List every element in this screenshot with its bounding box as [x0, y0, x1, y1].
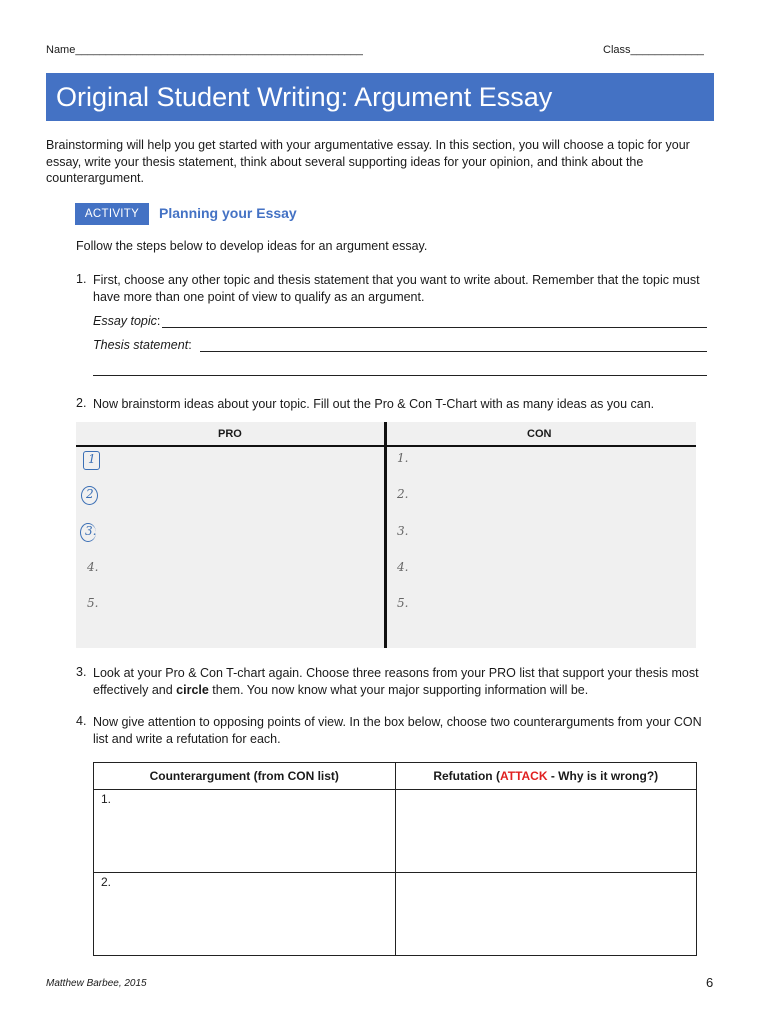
con-item-3[interactable]: 3.: [397, 524, 409, 538]
activity-badge: ACTIVITY: [75, 203, 149, 225]
class-field[interactable]: [603, 44, 704, 56]
tchart-vertical-rule: [384, 422, 387, 648]
con-item-1[interactable]: 1.: [397, 451, 409, 465]
activity-instruction: Follow the steps below to develop ideas for an argument essay.: [76, 239, 428, 253]
refutation-header: Refutation (ATTACK - Why is it wrong?): [395, 763, 697, 790]
step-1-text: First, choose any other topic and thesis statement that you want to write about. Remember that the topic must have more than one point of view to qualify as an argument.: [93, 273, 700, 304]
class-blank: ____________: [630, 44, 704, 56]
page-number: 6: [706, 975, 714, 990]
table-row: [94, 790, 697, 873]
thesis-statement-label: Thesis statement:: [93, 338, 192, 352]
name-blank: _______________________________________________: [75, 44, 363, 56]
page-title: Original Student Writing: Argument Essay: [46, 73, 714, 121]
counterargument-cell-2[interactable]: 2.: [94, 873, 396, 956]
counterargument-header: Counterargument (from CON list): [94, 763, 396, 790]
con-item-5[interactable]: 5.: [397, 596, 409, 610]
essay-topic-label: Essay topic:: [93, 314, 161, 328]
step-4-number: 4.: [76, 714, 87, 728]
intro-paragraph: Brainstorming will help you get started with your argumentative essay. In this section, you will choose a topic for your essay, write your thesis statement, think about several supporting ideas for your opinion, and think about the counterargument.: [46, 138, 690, 185]
refutation-cell-2[interactable]: [395, 873, 697, 956]
con-header: CON: [527, 428, 552, 440]
step-3-number: 3.: [76, 665, 87, 679]
refutation-table: [93, 762, 697, 956]
step-4-text: Now give attention to opposing points of view. In the box below, choose two counterarguments from your CON list and write a refutation for each.: [93, 715, 702, 746]
step-2-number: 2.: [76, 396, 87, 410]
table-row: [94, 873, 697, 956]
pro-item-4[interactable]: 4.: [87, 560, 99, 574]
essay-topic-line[interactable]: [162, 327, 707, 328]
refutation-cell-1[interactable]: [395, 790, 697, 873]
activity-title: Planning your Essay: [159, 205, 297, 221]
pro-con-tchart: [76, 422, 696, 648]
pro-header: PRO: [218, 428, 242, 440]
thesis-statement-line-2[interactable]: [93, 375, 707, 376]
thesis-statement-line[interactable]: [200, 351, 707, 352]
pro-item-3[interactable]: 3.: [85, 524, 97, 538]
con-item-2[interactable]: 2.: [397, 487, 409, 501]
pro-item-1[interactable]: 1: [88, 452, 96, 466]
footer-author: Matthew Barbee, 2015: [46, 978, 147, 989]
pro-item-5[interactable]: 5.: [87, 596, 99, 610]
counterargument-cell-1[interactable]: 1.: [94, 790, 396, 873]
step-2-text: Now brainstorm ideas about your topic. Fill out the Pro & Con T-Chart with as many ideas as you can.: [93, 397, 655, 411]
name-field[interactable]: [46, 44, 363, 56]
name-label: Name: [46, 44, 76, 56]
step-1-number: 1.: [76, 272, 87, 286]
attack-label: ATTACK: [499, 769, 548, 783]
circle-emphasis: circle: [176, 682, 209, 697]
con-item-4[interactable]: 4.: [397, 560, 409, 574]
pro-item-2[interactable]: 2: [86, 487, 94, 501]
step-3-text: Look at your Pro & Con T-chart again. Choose three reasons from your PRO list that support your thesis most effectively and circle them. You now know what your major supporting information will be.: [93, 666, 699, 697]
class-label: Class: [603, 44, 631, 56]
